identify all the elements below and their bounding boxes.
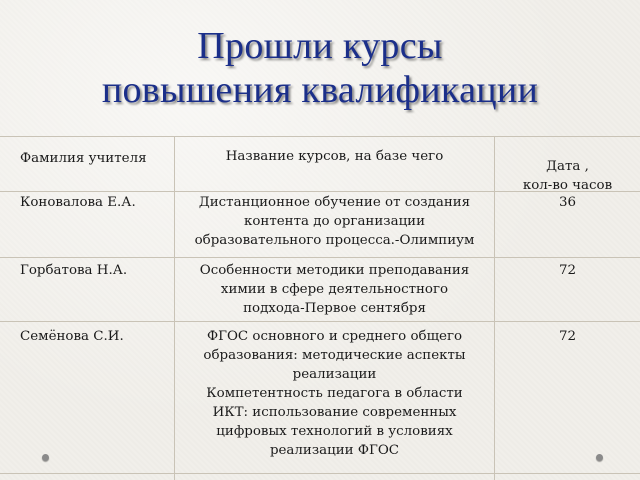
row-teacher-empty: [0, 473, 175, 480]
row-course-line: ФГОС основного и среднего общего: [206, 329, 463, 344]
table-row: [0, 257, 640, 322]
table-header-row: [0, 137, 640, 192]
table-row: [0, 321, 640, 474]
slide-title: [0, 24, 640, 112]
row-course-line: ИКТ: использование современных: [212, 405, 457, 420]
courses-table: [0, 136, 640, 480]
row-hours: 72: [558, 263, 577, 278]
row-course-empty: [175, 473, 495, 480]
header-course: Название курсов, на базе чего: [175, 137, 495, 191]
row-course-line: контента до организации: [243, 214, 426, 229]
header-date-line-2: кол-во часов: [522, 178, 613, 193]
row-teacher: Семёнова С.И.: [0, 321, 175, 473]
slide-title-line-2: повышения квалификации: [101, 69, 539, 111]
row-course: [175, 321, 495, 473]
row-teacher: Коновалова Е.А.: [0, 191, 175, 257]
decorative-dot-right: [596, 454, 603, 461]
row-course-line: химии в сфере деятельностного: [220, 282, 449, 297]
row-course: [175, 191, 495, 257]
row-course-line: реализации ФГОС: [269, 443, 400, 458]
row-course-line: Компетентность педагога в области: [206, 386, 463, 401]
row-course-line: образования: методические аспекты: [203, 348, 466, 363]
slide-title-line-1: Прошли курсы: [197, 25, 443, 67]
table-row: [0, 191, 640, 258]
header-teacher: Фамилия учителя: [0, 137, 175, 191]
row-course-line: образовательного процесса.-Олимпиум: [194, 233, 475, 248]
row-hours: 72: [558, 329, 577, 344]
decorative-dot-left: [42, 454, 49, 461]
row-teacher: Горбатова Н.А.: [0, 257, 175, 321]
row-course-line: цифровых технологий в условиях: [216, 424, 453, 439]
row-hours: 36: [558, 195, 577, 210]
row-course-line: Особенности методики преподавания: [199, 263, 470, 278]
row-course: [175, 257, 495, 321]
row-course-line: Дистанционное обучение от создания: [198, 195, 471, 210]
row-course-line: подхода-Первое сентября: [243, 301, 426, 316]
header-date: [495, 137, 640, 191]
table-row-partial: [0, 473, 640, 480]
row-course-line: реализации: [292, 367, 377, 382]
header-date-line-1: Дата ,: [546, 159, 589, 174]
